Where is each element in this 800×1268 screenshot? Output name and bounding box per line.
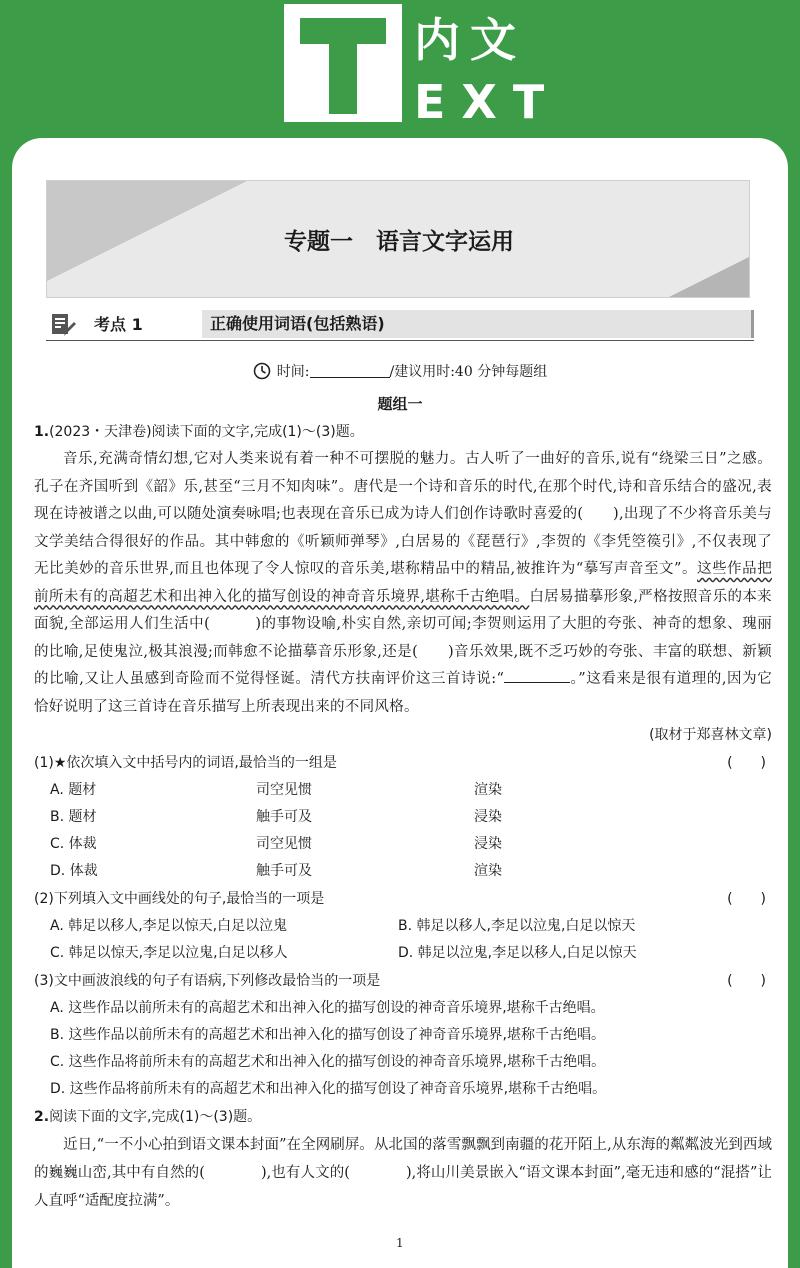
sub-question-1: (1)★依次填入文中括号内的词语,最恰当的一组是 ( ) <box>34 755 766 771</box>
option-d[interactable]: D. 体裁 触手可及 渲染 <box>50 863 502 879</box>
header <box>0 0 800 140</box>
group-title: 题组一 <box>377 395 423 413</box>
question-2-head: 2.阅读下面的文字,完成(1)～(3)题。 <box>34 1109 262 1125</box>
question-1-head: 1.(2023・天津卷)阅读下面的文字,完成(1)～(3)题。 <box>34 424 364 440</box>
header-en-title: EXT <box>414 75 561 129</box>
question-2-passage: 近日,“一不小心拍到语文课本封面”在全网刷屏。从北国的落雪飘飘到南疆的花开陌上,从东海的粼粼波光到西域的巍巍山峦,其中有自然的( ),也有人文的( ),将山川美景嵌入“语文课本封面”,毫无违和感的“混搭”让人直呼“适配度拉满”。 <box>34 1137 772 1209</box>
passage-source: (取材于郑喜林文章) <box>649 727 772 743</box>
header-cn-title: 内文 <box>414 13 526 67</box>
answer-blank[interactable] <box>504 670 570 683</box>
kaodian-header <box>46 310 754 340</box>
wavy-sentence: 这些作品把前所未有的高超艺术和出神入化的描写创设的神奇音乐境界,堪称千古绝唱。 <box>34 561 773 605</box>
option-d[interactable]: D. 这些作品将前所未有的高超艺术和出神入化的描写创设了神奇音乐境界,堪称千古绝唱。 <box>50 1081 607 1097</box>
suggested-time: /建议用时:40 分钟每题组 <box>389 364 548 380</box>
question-body <box>34 418 772 1215</box>
kaodian-title: 正确使用词语(包括熟语) <box>202 310 754 338</box>
option-a[interactable]: A. 题材 司空见惯 渲染 <box>50 782 502 798</box>
topic-banner <box>46 180 750 298</box>
option-row[interactable]: A. 韩足以移人,李足以惊天,白足以泣鬼 B. 韩足以移人,李足以泣鬼,白足以惊天 <box>50 918 636 934</box>
question-1-passage: 音乐,充满奇情幻想,它对人类来说有着一种不可摆脱的魅力。古人听了一曲好的音乐,说有“绕梁三日”之感。孔子在齐国听到《韶》乐,甚至“三月不知肉味”。唐代是一个诗和音乐的时代,在那个时代,诗和音乐结合的盛况,表现在诗被谱之以曲,可以随处演奏咏唱;也表现在音乐已成为诗人们创作诗歌时喜爱的( ),出现了不少将音乐美与文学美结合得很好的作品。其中韩愈的《听颖师弹琴》,白居易的《琵琶行》,李贺的《李凭箜篌引》,不仅表现了无比美妙的音乐世界,而且也体现了令人惊叹的音乐美,堪称精品中的精品,被推许为“摹写声音至文”。这些作品把前所未有的高超艺术和出神入化的描写创设的神奇音乐境界,堪称千古绝唱。白居易描摹形象,严格按照音乐的本来面貌,全部运用人们生活中( )的事物设喻,朴实自然,亲切可闻;李贺则运用了大胆的夸张、神奇的想象、瑰丽的比喻,足使鬼泣,极其浪漫;而韩愈不论描摹音乐形象,还是( )音乐效果,既不乏巧妙的夸张、丰富的联想、新颖的比喻,又让人虽感到奇险而不觉得怪诞。清代方扶南评价这三首诗说:“ 。”这看来是很有道理的,因为它恰好说明了这三首诗在音乐描写上所表现出来的不同风格。 <box>34 451 773 715</box>
time-line <box>12 362 788 382</box>
option-c[interactable]: C. 这些作品将前所未有的高超艺术和出神入化的描写创设的神奇音乐境界,堪称千古绝唱。 <box>50 1054 606 1070</box>
content-card <box>12 138 788 1268</box>
pencil-note-icon <box>50 312 76 338</box>
option-c[interactable]: C. 体裁 司空见惯 浸染 <box>50 836 502 852</box>
option-b[interactable]: B. 题材 触手可及 浸染 <box>50 809 502 825</box>
option-b[interactable]: B. 这些作品以前所未有的高超艺术和出神入化的描写创设了神奇音乐境界,堪称千古绝唱。 <box>50 1027 605 1043</box>
option-a[interactable]: A. 这些作品以前所未有的高超艺术和出神入化的描写创设的神奇音乐境界,堪称千古绝唱。 <box>50 1000 605 1016</box>
sub-question-2: (2)下列填入文中画线处的句子,最恰当的一项是 ( ) <box>34 891 766 907</box>
t-logo-icon <box>284 4 402 122</box>
time-blank[interactable] <box>310 363 390 378</box>
topic-title: 专题一 语言文字运用 <box>284 228 514 255</box>
kaodian-label: 考点 1 <box>94 315 143 334</box>
page-number: 1 <box>396 1236 404 1250</box>
sub-question-3: (3)文中画波浪线的句子有语病,下列修改最恰当的一项是 ( ) <box>34 973 766 989</box>
clock-icon <box>253 362 271 380</box>
time-label: 时间: <box>276 364 310 380</box>
divider <box>46 340 754 341</box>
option-row[interactable]: C. 韩足以惊天,李足以泣鬼,白足以移人 D. 韩足以泣鬼,李足以移人,白足以惊天 <box>50 945 637 961</box>
